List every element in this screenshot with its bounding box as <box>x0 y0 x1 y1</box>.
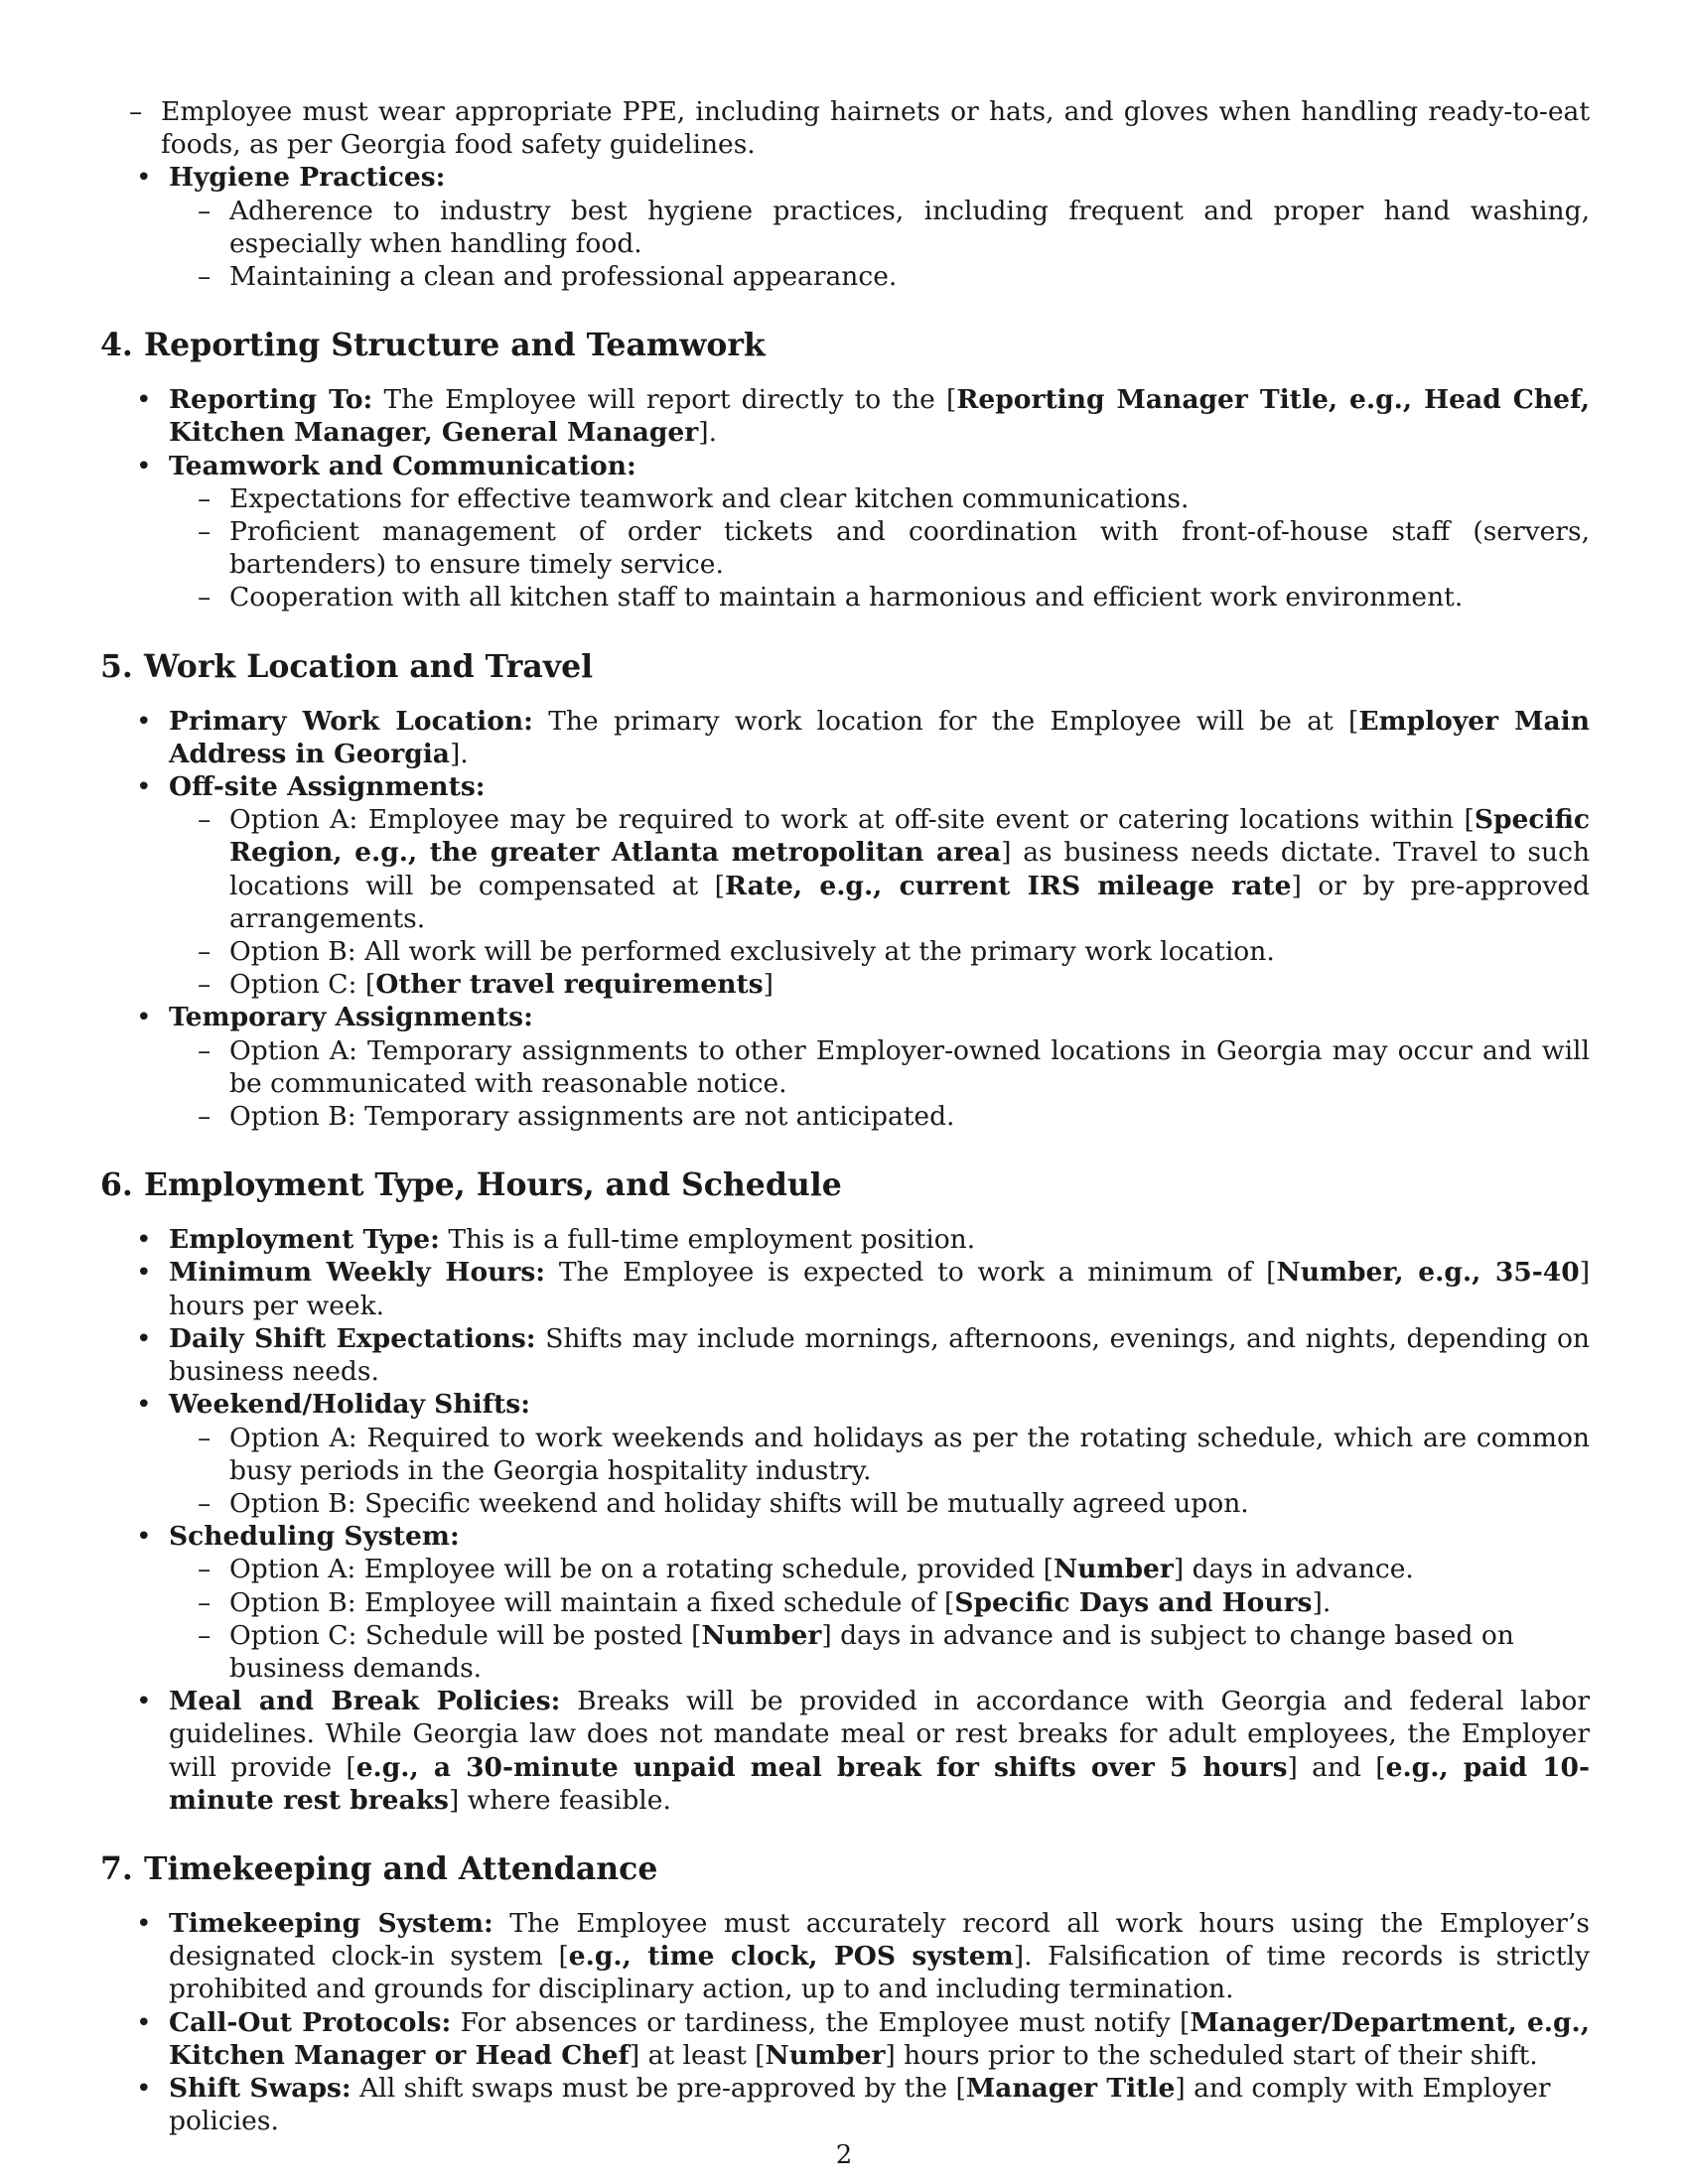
document-page <box>100 95 1590 2137</box>
list-item: – Option A: Employee may be required to work at off-site event or catering locations within [Specific Region, e.g., the greater Atlanta metropolitan area] as business needs dictate. Travel to such locations will be compensated at [Rate, e.g., current IRS mileage rate] or by pre-approved arrangements. <box>169 803 1590 935</box>
list-item: – Option A: Temporary assignments to other Employer-owned locations in Georgia may occur and will be communicated with reasonable notice. <box>169 1034 1590 1100</box>
section-heading: 6. Employment Type, Hours, and Schedule <box>100 1166 842 1204</box>
list-item: • Employment Type: This is a full-time employment position. <box>100 1223 1590 1256</box>
section-heading: 4. Reporting Structure and Teamwork <box>100 327 766 364</box>
list-item: • Meal and Break Policies: Breaks will be provided in accordance with Georgia and federal labor guidelines. While Georgia law does not mandate meal or rest breaks for adult employees, the Employer will provide [e.g., a 30-minute unpaid meal break for shifts over 5 hours] and [e.g., paid 10-minute rest breaks] where feasible. <box>100 1685 1590 1817</box>
list-item: • Weekend/Holiday Shifts: – Option A: Required to work weekends and holidays as per the rotating schedule, which are common busy periods in the Georgia hospitality industry. – Option B: Specific weekend and holiday shifts will be mutually agreed upon. <box>100 1388 1590 1520</box>
list-item: – Adherence to industry best hygiene practices, including frequent and proper hand washing, especially when handling food. <box>169 195 1590 260</box>
section-4 <box>100 326 1590 614</box>
list-item: – Employee must wear appropriate PPE, including hairnets or hats, and gloves when handling ready-to-eat foods, as per Georgia food safety guidelines. <box>100 95 1590 161</box>
list-item: – Option B: All work will be performed exclusively at the primary work location. <box>169 935 1590 968</box>
list-item: • Off-site Assignments: – Option A: Employee may be required to work at off-site event or catering locations within [Specific Region, e.g., the greater Atlanta metropolitan area] as business needs dictate. Travel to such locations will be compensated at [Rate, e.g., current IRS mileage rate] or by pre-approved arrangements. – Option B: All work will be performed exclusively at the primary work location. – Option C: [Other travel requirements] <box>100 770 1590 1001</box>
list-item: – Option A: Employee will be on a rotating schedule, provided [Number] days in advance. <box>169 1553 1590 1585</box>
list-item: – Option B: Employee will maintain a fixed schedule of [Specific Days and Hours]. <box>169 1586 1590 1619</box>
list-item: • Daily Shift Expectations: Shifts may include mornings, afternoons, evenings, and nights, depending on business needs. <box>100 1322 1590 1388</box>
list-item: • Teamwork and Communication: – Expectations for effective teamwork and clear kitchen communications. – Proficient management of order tickets and coordination with front-of-house staff (servers, bartenders) to ensure timely service. – Cooperation with all kitchen staff to maintain a harmonious and efficient work environment. <box>100 450 1590 614</box>
list-item: – Cooperation with all kitchen staff to maintain a harmonious and efficient work environment. <box>169 581 1590 614</box>
section-heading: 7. Timekeeping and Attendance <box>100 1849 658 1887</box>
list-item: • Timekeeping System: The Employee must accurately record all work hours using the Employer’s designated clock-in system [e.g., time clock, POS system]. Falsification of time records is strictly prohibited and grounds for disciplinary action, up to and including termination. <box>100 1907 1590 2006</box>
list-item: – Proficient management of order tickets and coordination with front-of-house staff (servers, bartenders) to ensure timely service. <box>169 515 1590 581</box>
section-heading: 5. Work Location and Travel <box>100 647 594 685</box>
page-number: 2 <box>835 2140 853 2170</box>
section-7 <box>100 1849 1590 2137</box>
list-item: – Option A: Required to work weekends and holidays as per the rotating schedule, which are common busy periods in the Georgia hospitality industry. <box>169 1422 1590 1487</box>
list-item: – Expectations for effective teamwork and clear kitchen communications. <box>169 482 1590 515</box>
list-item: • Shift Swaps: All shift swaps must be pre-approved by the [Manager Title] and comply with Employer policies. <box>100 2072 1590 2137</box>
section-6 <box>100 1165 1590 1817</box>
list-item: • Minimum Weekly Hours: The Employee is expected to work a minimum of [Number, e.g., 35-40] hours per week. <box>100 1256 1590 1321</box>
list-item: • Primary Work Location: The primary work location for the Employee will be at [Employer Main Address in Georgia]. <box>100 705 1590 770</box>
item-label: Hygiene Practices: <box>169 162 446 194</box>
list-item: • Reporting To: The Employee will report directly to the [Reporting Manager Title, e.g., Head Chef, Kitchen Manager, General Manager]. <box>100 383 1590 449</box>
list-item <box>100 161 1590 293</box>
list-item: – Maintaining a clean and professional appearance. <box>169 260 1590 293</box>
list-item: • Scheduling System: – Option A: Employee will be on a rotating schedule, provided [Number] days in advance. – Option B: Employee will maintain a fixed schedule of [Specific Days and Hours]. – Option C: Schedule will be posted [Number] days in advance and is subject to change based on business demands. <box>100 1520 1590 1685</box>
section-5 <box>100 647 1590 1134</box>
list-item: – Option C: [Other travel requirements] <box>169 968 1590 1001</box>
list-item: • Temporary Assignments: – Option A: Temporary assignments to other Employer-owned locations in Georgia may occur and will be communicated with reasonable notice. – Option B: Temporary assignments are not anticipated. <box>100 1001 1590 1133</box>
hygiene-list <box>100 161 1590 293</box>
list-item: – Option B: Temporary assignments are not anticipated. <box>169 1100 1590 1133</box>
list-item: – Option C: Schedule will be posted [Number] days in advance and is subject to change based on business demands. <box>169 1619 1590 1685</box>
list-item: – Option B: Specific weekend and holiday shifts will be mutually agreed upon. <box>169 1487 1590 1520</box>
ppe-sublist <box>100 95 1590 161</box>
list-item: • Call-Out Protocols: For absences or tardiness, the Employee must notify [Manager/Department, e.g., Kitchen Manager or Head Chef] at least [Number] hours prior to the scheduled start of their shift. <box>100 2006 1590 2072</box>
